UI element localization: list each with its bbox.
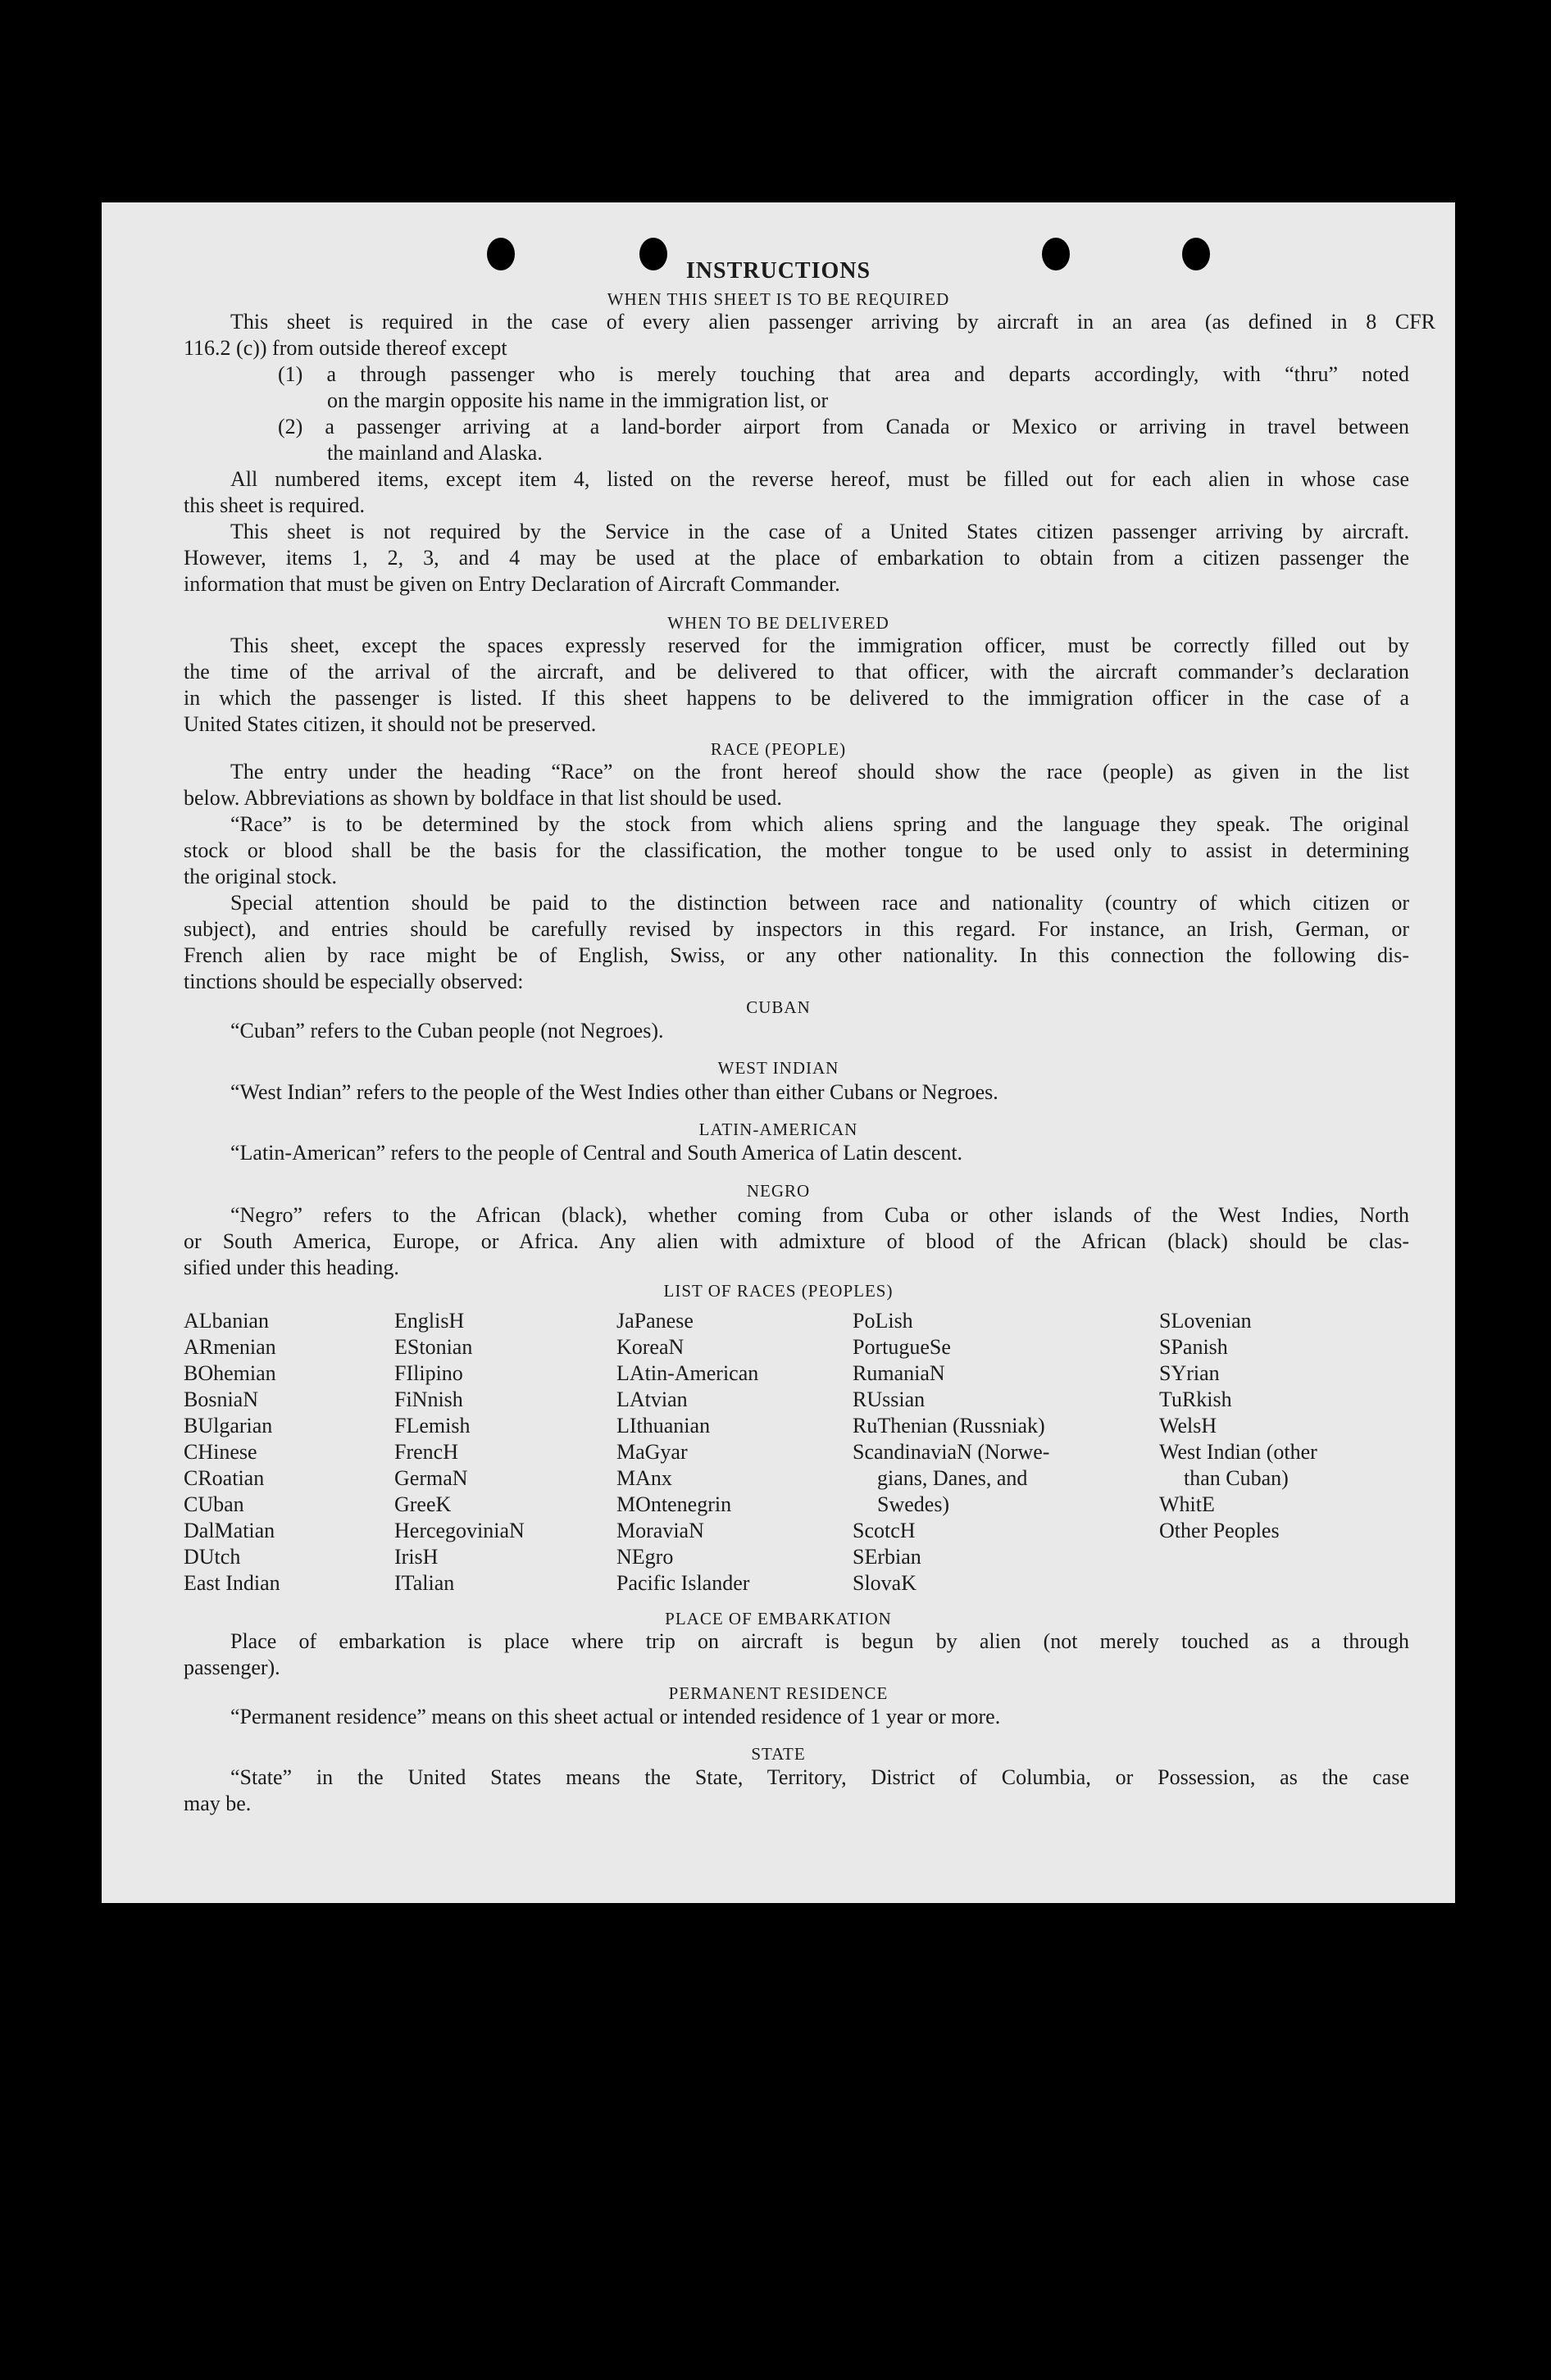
race-item: FiNnish	[394, 1388, 463, 1411]
race-item: SlovaK	[853, 1571, 916, 1595]
text-line: (2) a passenger arriving at a land-border airport from Canada or Mexico or arriving in travel between	[278, 415, 1409, 438]
text-line: “Race” is to be determined by the stock from which aliens spring and the language they speak. The original	[230, 812, 1409, 836]
section-heading: PLACE OF EMBARKATION	[665, 1609, 892, 1628]
race-item: BosniaN	[184, 1388, 258, 1411]
text-line: passenger).	[184, 1656, 280, 1679]
race-item: MoraviaN	[616, 1519, 704, 1542]
text-line: subject), and entries should be carefully revised by inspectors in this regard. For instance, an Irish, German, or	[184, 917, 1409, 941]
race-item: than Cuban)	[1184, 1466, 1289, 1490]
race-item: GermaN	[394, 1466, 468, 1490]
text-line: (1) a through passenger who is merely touching that area and departs accordingly, with “thru” noted	[278, 362, 1409, 386]
races-column-3	[616, 1308, 758, 1597]
section-heading: PERMANENT RESIDENCE	[668, 1683, 889, 1703]
race-item: SLovenian	[1159, 1309, 1252, 1333]
race-item: West Indian (other	[1159, 1440, 1317, 1464]
text-line: this sheet is required.	[184, 493, 365, 517]
text-line: This sheet is not required by the Service in the case of a United States citizen passenger arriving by aircraft.	[230, 520, 1409, 543]
race-item: KoreaN	[616, 1335, 685, 1359]
race-item: FIlipino	[394, 1361, 463, 1385]
race-item: MOntenegrin	[616, 1492, 732, 1516]
text-line: Special attention should be paid to the distinction between race and nationality (country of which citizen or	[230, 891, 1409, 915]
text-line: This sheet, except the spaces expressly reserved for the immigration officer, must be correctly filled out by	[230, 634, 1409, 657]
race-item: PoLish	[853, 1309, 913, 1333]
race-item: RUssian	[853, 1388, 926, 1411]
text-line: sified under this heading.	[184, 1256, 399, 1279]
races-column-5	[1159, 1308, 1317, 1544]
race-item: ScandinaviaN (Norwe-	[853, 1440, 1050, 1464]
section-heading: LIST OF RACES (PEOPLES)	[663, 1281, 894, 1301]
section-heading: WHEN TO BE DELIVERED	[667, 613, 889, 633]
text-line: “State” in the United States means the State, Territory, District of Columbia, or Possession, as the case	[230, 1765, 1409, 1789]
race-item: GreeK	[394, 1492, 452, 1516]
text-line: French alien by race might be of English, Swiss, or any other nationality. In this connection the following dis-	[184, 943, 1409, 967]
race-item: LIthuanian	[616, 1414, 711, 1438]
race-item: FrencH	[394, 1440, 458, 1464]
race-item: CHinese	[184, 1440, 257, 1464]
text-line: “Negro” refers to the African (black), whether coming from Cuba or other islands of the West Indies, North	[230, 1203, 1409, 1227]
text-line: Place of embarkation is place where trip on aircraft is begun by alien (not merely touched as a through	[230, 1629, 1409, 1653]
text-line: or South America, Europe, or Africa. Any alien with admixture of blood of the African (black) should be clas-	[184, 1229, 1409, 1253]
race-item: EStonian	[394, 1335, 473, 1359]
text-line: may be.	[184, 1792, 252, 1815]
section-heading: NEGRO	[746, 1181, 811, 1201]
section-heading: LATIN-AMERICAN	[698, 1120, 858, 1139]
text-line: stock or blood shall be the basis for the classification, the mother tongue to be used only to assist in determining	[184, 838, 1409, 862]
race-item: SPanish	[1159, 1335, 1228, 1359]
race-item: ScotcH	[853, 1519, 916, 1542]
race-item: PortugueSe	[853, 1335, 951, 1359]
race-item: JaPanese	[616, 1309, 694, 1333]
race-item: Swedes)	[877, 1492, 950, 1516]
race-item: MAnx	[616, 1466, 672, 1490]
text-line: the time of the arrival of the aircraft, and be delivered to that officer, with the aircraft commander’s declaration	[184, 660, 1409, 684]
race-item: LAtvian	[616, 1388, 688, 1411]
text-line: This sheet is required in the case of every alien passenger arriving by aircraft in an area (as defined in 8 CFR	[230, 310, 1435, 334]
race-item: BOhemian	[184, 1361, 276, 1385]
text-line: information that must be given on Entry Declaration of Aircraft Commander.	[184, 572, 840, 596]
document-page	[102, 202, 1455, 1903]
race-item: ALbanian	[184, 1309, 269, 1333]
text-line: the original stock.	[184, 865, 338, 888]
text-line: However, items 1, 2, 3, and 4 may be used at the place of embarkation to obtain from a citizen passenger the	[184, 546, 1409, 570]
race-item: ITalian	[394, 1571, 455, 1595]
race-item: WelsH	[1159, 1414, 1217, 1438]
race-item: FLemish	[394, 1414, 471, 1438]
races-column-2	[394, 1308, 525, 1597]
race-item: Other Peoples	[1159, 1519, 1280, 1542]
race-item: gians, Danes, and	[877, 1466, 1028, 1490]
text-line: The entry under the heading “Race” on the front hereof should show the race (people) as given in the list	[230, 760, 1409, 783]
section-heading: RACE (PEOPLE)	[710, 739, 847, 759]
section-heading: WEST INDIAN	[717, 1058, 839, 1078]
race-item: Pacific Islander	[616, 1571, 750, 1595]
race-item: WhitE	[1159, 1492, 1215, 1516]
race-item: MaGyar	[616, 1440, 688, 1464]
race-item: SErbian	[853, 1545, 921, 1569]
race-item: DalMatian	[184, 1519, 275, 1542]
race-item: NEgro	[616, 1545, 674, 1569]
race-item: LAtin-American	[616, 1361, 759, 1385]
race-item: HercegoviniaN	[394, 1519, 525, 1542]
text-line: tinctions should be especially observed:	[184, 970, 524, 993]
text-line: “West Indian” refers to the people of the West Indies other than either Cubans or Negroes.	[230, 1080, 998, 1104]
section-heading: WHEN THIS SHEET IS TO BE REQUIRED	[607, 289, 950, 309]
text-line: the mainland and Alaska.	[327, 441, 543, 465]
race-item: CUban	[184, 1492, 244, 1516]
text-line: in which the passenger is listed. If this sheet happens to be delivered to the immigration officer in the case of a	[184, 686, 1409, 710]
text-line: All numbered items, except item 4, listed on the reverse hereof, must be filled out for each alien in whose case	[230, 467, 1409, 491]
section-heading: STATE	[751, 1744, 806, 1764]
section-heading: CUBAN	[746, 997, 811, 1017]
race-item: IrisH	[394, 1545, 439, 1569]
text-line: on the margin opposite his name in the immigration list, or	[327, 388, 829, 412]
text-line: “Latin-American” refers to the people of Central and South America of Latin descent.	[230, 1141, 963, 1165]
race-item: East Indian	[184, 1571, 280, 1595]
race-item: RumaniaN	[853, 1361, 945, 1385]
race-item: SYrian	[1159, 1361, 1220, 1385]
race-item: BUlgarian	[184, 1414, 273, 1438]
race-item: EnglisH	[394, 1309, 465, 1333]
text-line: 116.2 (c)) from outside thereof except	[184, 336, 507, 360]
race-item: ARmenian	[184, 1335, 276, 1359]
race-item: RuThenian (Russniak)	[853, 1414, 1045, 1438]
page-title: INSTRUCTIONS	[685, 258, 871, 284]
text-line: below. Abbreviations as shown by boldface in that list should be used.	[184, 786, 782, 810]
race-item: DUtch	[184, 1545, 241, 1569]
races-column-4	[853, 1308, 1049, 1597]
race-item: CRoatian	[184, 1466, 265, 1490]
races-column-1	[184, 1308, 280, 1597]
text-line: “Permanent residence” means on this sheet actual or intended residence of 1 year or more.	[230, 1705, 1001, 1728]
race-item: TuRkish	[1159, 1388, 1232, 1411]
text-line: “Cuban” refers to the Cuban people (not Negroes).	[230, 1019, 664, 1042]
text-line: United States citizen, it should not be preserved.	[184, 712, 597, 736]
